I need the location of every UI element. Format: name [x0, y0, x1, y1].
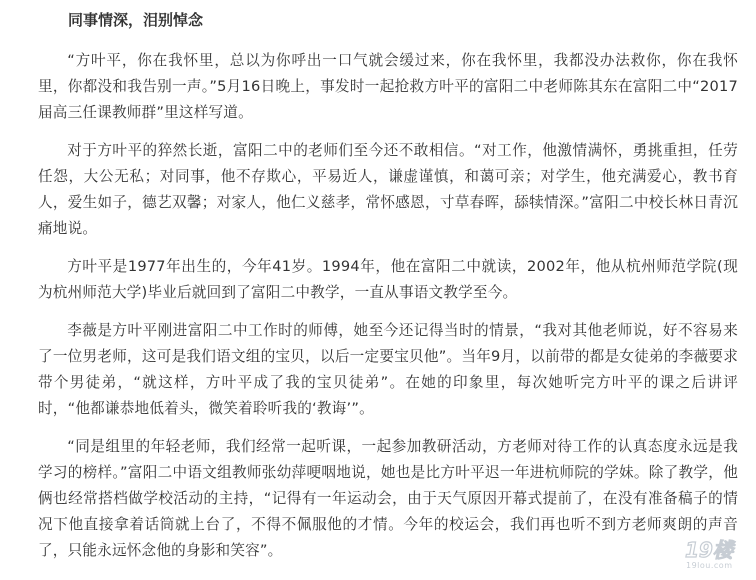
paragraph-biography: 方叶平是1977年出生的，今年41岁。1994年，他在富阳二中就读，2002年，他从杭州师范学院(现为杭州师范大学)毕业后就回到了富阳二中教学，一直从事语文教学至今。 [38, 258, 738, 301]
watermark-url: 19lou.com [686, 561, 733, 570]
watermark-logo-text: 19楼 [685, 538, 733, 562]
site-watermark [684, 534, 742, 574]
paragraph-quote-chen: “方叶平，你在我怀里，总以为你呼出一口气就会缓过来，你在我怀里，我都没办法救你，你在我怀里，你都没和我告别一声。”5月16日晚上，事发时一起抢救方叶平的富阳二中老师陈其东在富阳二中“2017届高三任课教师群”里这样写道。 [38, 52, 738, 121]
article-body [38, 6, 738, 576]
watermark-logo-icon [684, 534, 742, 562]
paragraph-mentor-liwei: 李薇是方叶平刚进富阳二中工作时的师傅，她至今还记得当时的情景，“我对其他老师说，好不容易来了一位男老师，这可是我们语文组的宝贝，以后一定要宝贝他”。当年9月，以前带的都是女徒弟的李薇要求带个男徒弟，“就这样，方叶平成了我的宝贝徒弟”。在她的印象里，每次她听完方叶平的课之后讲评时，“他都谦恭地低着头，微笑着聆听我的‘教诲’”。 [38, 322, 738, 417]
section-heading: 同事情深，泪别悼念 [68, 11, 204, 29]
paragraph-colleague-zhang: “同是组里的年轻老师，我们经常一起听课，一起参加教研活动，方老师对待工作的认真态度永远是我学习的榜样。”富阳二中语文组教师张幼萍哽咽地说，她也是比方叶平迟一年进杭师院的学妹。除了教学，他俩也经常搭档做学校活动的主持，“记得有一年运动会，由于天气原因开幕式提前了，在没有准备稿子的情况下他直接拿着话筒就上台了，不得不佩服他的才情。今年的校运会，我们再也听不到方老师爽朗的声音了，只能永远怀念他的身影和笑容”。 [38, 438, 738, 559]
paragraph-principal-tribute: 对于方叶平的猝然长逝，富阳二中的老师们至今还不敢相信。“对工作，他激情满怀，勇挑重担，任劳任怨，大公无私；对同事，他不存欺心，平易近人，谦虚谨慎，和蔼可亲；对学生，他充满爱心，教书育人，爱生如子，德艺双馨；对家人，他仁义慈孝，常怀感恩，寸草春晖，舔犊情深。”富阳二中校长林日青沉痛地说。 [38, 142, 738, 237]
